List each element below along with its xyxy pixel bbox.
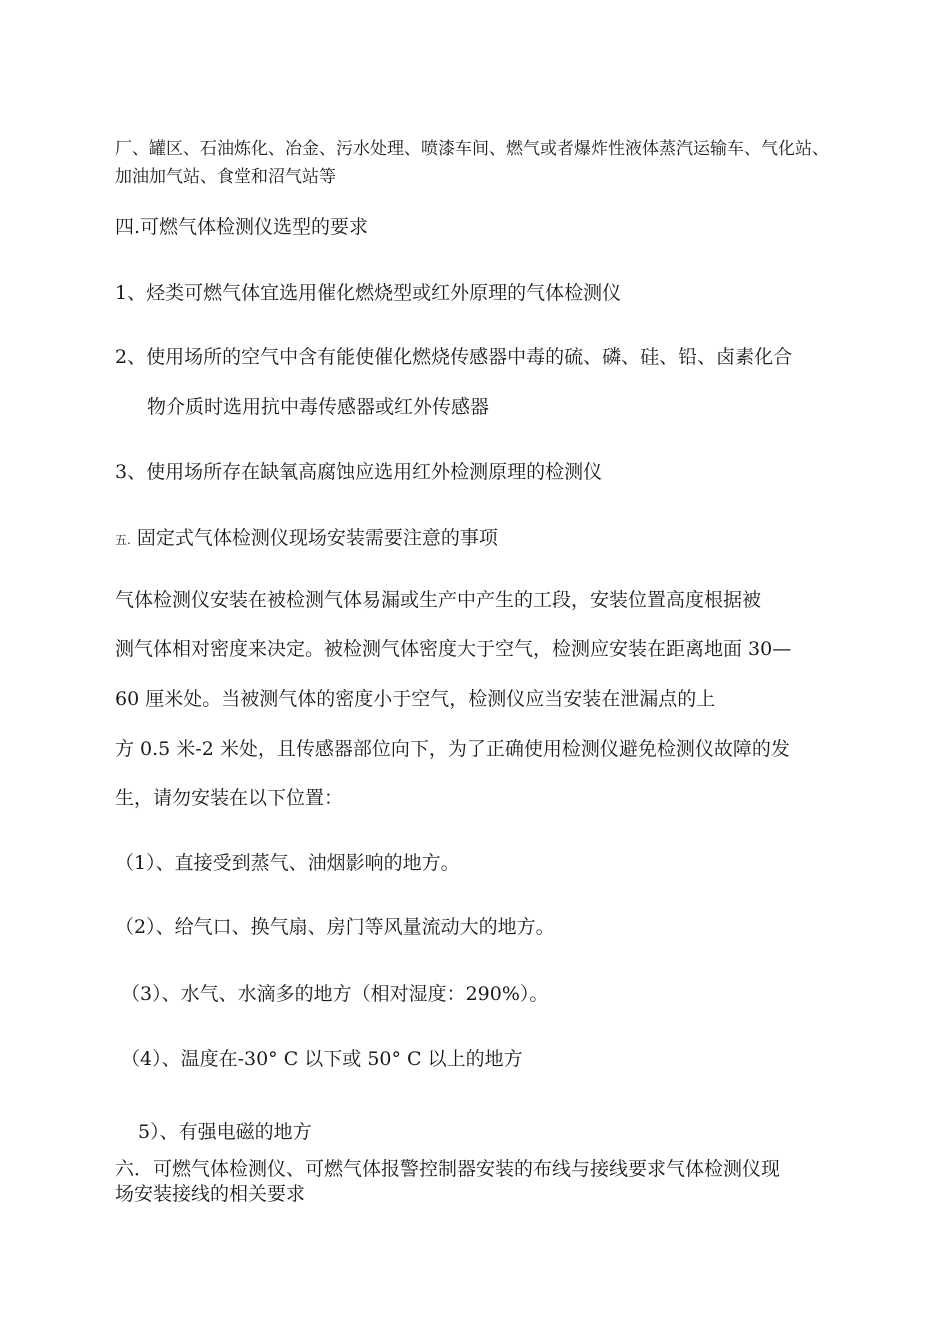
section5-list-item: （1）、直接受到蒸气、油烟影响的地方。 — [115, 852, 460, 874]
section4-item-1: 1、烃类可燃气体宜选用催化燃烧型或红外原理的气体检测仪 — [115, 282, 622, 304]
section5-heading-text: 固定式气体检测仪现场安装需要注意的事项 — [136, 527, 498, 549]
section5-list-item: 5）、有强电磁的地方 — [138, 1121, 312, 1143]
section5-list-item: （4）、温度在-30° C 以下或 50° C 以上的地方 — [121, 1048, 523, 1070]
section5-para-line-4: 方 0.5 米-2 米处，且传感器部位向下，为了正确使用检测仪避免检测仪故障的发 — [115, 738, 790, 760]
intro-line-1: 厂、罐区、石油炼化、冶金、污水处理、喷漆车间、燃气或者爆炸性液体蒸汽运输车、气化站、 — [115, 139, 829, 159]
section5-para-line-3: 60 厘米处。当被测气体的密度小于空气，检测仪应当安装在泄漏点的上 — [115, 688, 716, 710]
section5-heading-number: 五. — [115, 533, 131, 547]
section4-item-2-line-2: 物介质时选用抗中毒传感器或红外传感器 — [147, 396, 490, 418]
section6-line-1: 六．可燃气体检测仪、可燃气体报警控制器安装的布线与接线要求气体检测仪现 — [115, 1158, 781, 1180]
section5-heading — [115, 527, 498, 550]
section6-line-2: 场安装接线的相关要求 — [115, 1183, 306, 1205]
intro-line-2: 加油加气站、食堂和沼气站等 — [115, 167, 336, 187]
section4-item-3: 3、使用场所存在缺氧高腐蚀应选用红外检测原理的检测仪 — [115, 461, 603, 483]
section5-list-item: （2）、给气口、换气扇、房门等风量流动大的地方。 — [115, 916, 555, 938]
section5-para-line-1: 气体检测仪安装在被检测气体易漏或生产中产生的工段，安装位置高度根据被 — [115, 589, 762, 611]
section5-list-item: （3）、水气、水滴多的地方（相对湿度：290%）。 — [121, 983, 549, 1005]
section5-para-line-5: 生，请勿安装在以下位置： — [115, 787, 344, 809]
section5-para-line-2: 测气体相对密度来决定。被检测气体密度大于空气，检测应安装在距离地面 30— — [115, 638, 792, 660]
section4-heading: 四.可燃气体检测仪选型的要求 — [115, 216, 369, 238]
section4-item-2-line-1: 2、使用场所的空气中含有能使催化燃烧传感器中毒的硫、磷、硅、铅、卤素化合 — [115, 346, 793, 368]
